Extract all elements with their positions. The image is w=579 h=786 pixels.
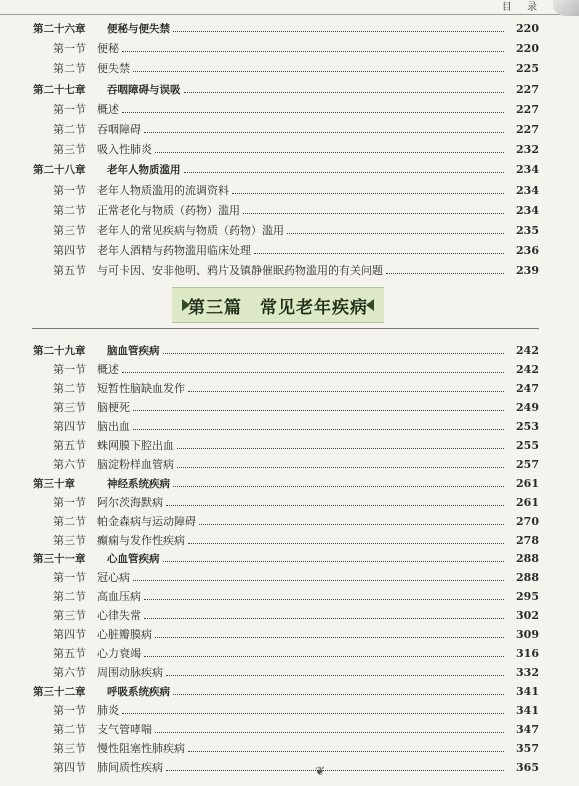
toc-entry-title: 脑淀粉样血管病: [97, 457, 174, 471]
toc-section-entry[interactable]: [53, 101, 539, 118]
toc-entry-number: 第三十一章: [33, 553, 86, 566]
toc-page-number: 341: [516, 704, 539, 718]
toc-section-entry[interactable]: [53, 399, 539, 416]
toc-section-entry[interactable]: [53, 513, 539, 530]
toc-section-entry[interactable]: [53, 759, 539, 776]
arrow-left-icon: [182, 299, 190, 311]
part-title: 第三篇 常见老年疾病: [188, 297, 368, 318]
toc-section-entry[interactable]: [53, 494, 539, 511]
toc-chapter-entry[interactable]: [33, 20, 539, 37]
toc-chapter-entry[interactable]: [33, 475, 539, 492]
toc-entry-number: 第三十二章: [33, 686, 86, 699]
toc-leader-dots: [386, 273, 504, 274]
toc-page-number: 227: [516, 102, 539, 116]
toc-entry-title: 吞咽障碍: [97, 123, 141, 136]
toc-page-number: 288: [516, 552, 539, 566]
toc-section-entry[interactable]: [53, 262, 539, 279]
toc-section-entry[interactable]: [53, 607, 539, 624]
toc-entry-number: 第一节: [53, 495, 86, 509]
toc-leader-dots: [155, 732, 504, 733]
toc-entry-title: 老年人的常见疾病与物质（药物）滥用: [97, 224, 284, 237]
toc-section-entry[interactable]: [53, 222, 539, 239]
toc-leader-dots: [254, 253, 504, 254]
toc-leader-dots: [166, 770, 504, 771]
toc-chapter-entry[interactable]: [33, 342, 539, 359]
toc-leader-dots: [155, 152, 504, 153]
toc-leader-dots: [199, 524, 504, 525]
toc-entry-title: 短暂性脑缺血发作: [97, 381, 185, 395]
toc-section-entry[interactable]: [53, 721, 539, 738]
toc-page-number: 242: [516, 344, 539, 357]
divider: [32, 328, 539, 329]
toc-page-number: 235: [516, 224, 539, 237]
toc-entry-title: 周围动脉疾病: [97, 666, 163, 680]
toc-entry-number: 第二节: [53, 381, 86, 395]
toc-leader-dots: [122, 713, 504, 714]
toc-entry-number: 第三节: [53, 400, 86, 414]
toc-page-number: 341: [516, 685, 539, 699]
toc-chapter-entry[interactable]: [33, 161, 539, 178]
toc-section-entry[interactable]: [53, 242, 539, 259]
toc-entry-number: 第二节: [53, 723, 86, 736]
toc-chapter-entry[interactable]: [33, 81, 539, 98]
toc-page-number: 261: [516, 495, 539, 509]
toc-leader-dots: [122, 372, 504, 373]
toc-entry-number: 第四节: [53, 244, 86, 258]
toc-leader-dots: [188, 391, 504, 392]
toc-entry-title: 脑血管疾病: [107, 345, 160, 357]
toc-page-number: 347: [516, 723, 539, 736]
toc-entry-number: 第二节: [53, 123, 86, 136]
toc-entry-number: 第三节: [53, 741, 86, 755]
toc-entry-title: 肺炎: [97, 704, 119, 718]
toc-entry-title: 神经系统疾病: [107, 477, 170, 490]
toc-entry-title: 吞咽障碍与误吸: [107, 83, 181, 96]
toc-leader-dots: [144, 618, 504, 619]
toc-entry-title: 与可卡因、安非他明、鸦片及镇静催眠药物滥用的有关问题: [97, 264, 383, 278]
toc-entry-title: 心脏瓣膜病: [97, 628, 152, 642]
toc-entry-title: 慢性阻塞性肺疾病: [97, 741, 185, 755]
toc-page-number: 288: [516, 571, 539, 585]
toc-entry-number: 第一节: [53, 704, 86, 718]
toc-entry-number: 第五节: [53, 438, 86, 452]
toc-entry-number: 第六节: [53, 457, 86, 471]
toc-page-number: 234: [516, 163, 539, 177]
toc-entry-title: 老年人物质滥用: [107, 164, 181, 177]
toc-leader-dots: [133, 410, 504, 411]
arrow-right-icon: [366, 299, 374, 311]
toc-entry-title: 蛛网膜下腔出血: [97, 438, 174, 452]
toc-page-number: 278: [516, 533, 539, 547]
toc-entry-number: 第二十九章: [33, 345, 86, 357]
toc-leader-dots: [188, 751, 504, 752]
toc-leader-dots: [177, 467, 504, 468]
toc-leader-dots: [144, 599, 504, 600]
toc-chapter-entry[interactable]: [33, 683, 539, 700]
toc-page-number: 236: [516, 244, 539, 258]
toc-entry-number: 第四节: [53, 760, 86, 774]
toc-entry-title: 心力衰竭: [97, 647, 141, 661]
toc-page-number: 249: [516, 400, 539, 414]
toc-chapter-entry[interactable]: [33, 550, 539, 567]
toc-page-number: 220: [516, 22, 539, 35]
toc-entry-number: 第三十章: [33, 477, 75, 490]
toc-entry-title: 肺间质性疾病: [97, 760, 163, 774]
toc-entry-title: 冠心病: [97, 571, 130, 585]
toc-entry-title: 概述: [97, 362, 119, 376]
toc-entry-title: 便秘: [97, 42, 119, 56]
toc-page-number: 255: [516, 438, 539, 452]
toc-leader-dots: [122, 112, 504, 113]
toc-section-entry[interactable]: [53, 588, 539, 605]
toc-section-entry[interactable]: [53, 569, 539, 586]
toc-entry-number: 第三节: [53, 143, 86, 157]
toc-entry-number: 第五节: [53, 264, 86, 278]
toc-leader-dots: [173, 31, 504, 32]
toc-leader-dots: [144, 132, 504, 133]
toc-page-number: 261: [516, 476, 539, 490]
toc-section-entry[interactable]: [53, 60, 539, 77]
toc-section-entry[interactable]: [53, 121, 539, 138]
toc-page-number: 234: [516, 203, 539, 217]
running-header-label: 目 录: [501, 2, 543, 13]
toc-entry-title: 帕金森病与运动障碍: [97, 514, 196, 528]
toc-section-entry[interactable]: [53, 456, 539, 473]
toc-entry-title: 便秘与便失禁: [107, 23, 170, 35]
toc-page-number: 295: [516, 590, 539, 604]
toc-leader-dots: [144, 656, 504, 657]
toc-leader-dots: [163, 561, 505, 562]
toc-entry-number: 第二节: [53, 203, 86, 217]
toc-leader-dots: [155, 637, 504, 638]
toc-entry-number: 第一节: [53, 102, 86, 116]
toc-leader-dots: [243, 213, 504, 214]
toc-section-entry[interactable]: [53, 418, 539, 435]
running-header: [0, 0, 579, 15]
toc-entry-number: 第六节: [53, 666, 86, 680]
toc-entry-number: 第二节: [53, 590, 86, 604]
toc-leader-dots: [133, 580, 504, 581]
toc-entry-number: 第二十八章: [33, 164, 86, 177]
toc-page-number: 316: [516, 647, 539, 661]
toc-leader-dots: [133, 71, 504, 72]
toc-entry-number: 第二节: [53, 514, 86, 528]
toc-section-entry[interactable]: [53, 202, 539, 219]
toc-leader-dots: [173, 486, 504, 487]
toc-leader-dots: [166, 505, 504, 506]
toc-entry-title: 心血管疾病: [107, 553, 160, 566]
toc-leader-dots: [232, 193, 504, 194]
toc-entry-title: 老年人酒精与药物滥用临床处理: [97, 244, 251, 258]
toc-entry-title: 癫痫与发作性疾病: [97, 533, 185, 547]
toc-entry-number: 第二节: [53, 62, 86, 76]
toc-entry-number: 第一节: [53, 183, 86, 197]
toc-section-entry[interactable]: [53, 702, 539, 719]
toc-entry-number: 第一节: [53, 42, 86, 56]
toc-entry-title: 阿尔茨海默病: [97, 495, 163, 509]
toc-section-entry[interactable]: [53, 141, 539, 158]
toc-page-number: 220: [516, 42, 539, 56]
part-banner: [172, 287, 384, 323]
toc-leader-dots: [173, 694, 504, 695]
toc-entry-title: 高血压病: [97, 590, 141, 604]
toc-page-number: 365: [516, 760, 539, 774]
toc-entry-title: 支气管哮喘: [97, 723, 152, 736]
toc-leader-dots: [177, 448, 504, 449]
toc-section-entry[interactable]: [53, 437, 539, 454]
toc-section-entry[interactable]: [53, 361, 539, 378]
toc-page-number: 234: [516, 183, 539, 197]
toc-section-entry[interactable]: [53, 664, 539, 681]
toc-page-number: 227: [516, 123, 539, 136]
toc-section-entry[interactable]: [53, 380, 539, 397]
toc-entry-title: 概述: [97, 102, 119, 116]
toc-entry-title: 老年人物质滥用的流调资料: [97, 183, 229, 197]
toc-entry-number: 第五节: [53, 647, 86, 661]
toc-entry-number: 第三节: [53, 533, 86, 547]
toc-entry-title: 便失禁: [97, 62, 130, 76]
toc-section-entry[interactable]: [53, 532, 539, 549]
toc-page-number: 270: [516, 514, 539, 528]
toc-section-entry[interactable]: [53, 740, 539, 757]
toc-entry-number: 第二十七章: [33, 83, 86, 96]
toc-entry-number: 第一节: [53, 571, 86, 585]
toc-section-entry[interactable]: [53, 182, 539, 199]
toc-entry-number: 第三节: [53, 224, 86, 237]
toc-page-number: 253: [516, 419, 539, 433]
toc-section-entry[interactable]: [53, 40, 539, 57]
toc-section-entry[interactable]: [53, 645, 539, 662]
toc-leader-dots: [122, 51, 504, 52]
toc-section-entry[interactable]: [53, 626, 539, 643]
toc-entry-number: 第三节: [53, 609, 86, 623]
toc-leader-dots: [163, 353, 505, 354]
toc-page-number: 332: [516, 666, 539, 680]
toc-page-number: 302: [516, 609, 539, 623]
toc-entry-title: 脑梗死: [97, 400, 130, 414]
toc-page-number: 357: [516, 741, 539, 755]
toc-leader-dots: [184, 172, 505, 173]
toc-page-number: 227: [516, 82, 539, 96]
toc-leader-dots: [166, 675, 504, 676]
toc-entry-title: 心律失常: [97, 609, 141, 623]
toc-leader-dots: [184, 92, 505, 93]
toc-entry-number: 第一节: [53, 362, 86, 376]
toc-entry-number: 第二十六章: [33, 23, 86, 35]
toc-entry-title: 脑出血: [97, 419, 130, 433]
toc-page-number: 257: [516, 457, 539, 471]
toc-entry-title: 正常老化与物质（药物）滥用: [97, 203, 240, 217]
footer-ornament-icon: ❦: [314, 764, 326, 778]
toc-page-number: 247: [516, 381, 539, 395]
toc-entry-title: 吸入性肺炎: [97, 143, 152, 157]
toc-leader-dots: [133, 429, 504, 430]
page-curl-decoration: [553, 0, 579, 16]
toc-page-number: 225: [516, 62, 539, 76]
toc-page-number: 239: [516, 264, 539, 278]
toc-entry-title: 呼吸系统疾病: [107, 686, 170, 699]
toc-leader-dots: [287, 233, 504, 234]
toc-page-number: 232: [516, 143, 539, 157]
toc-leader-dots: [188, 543, 504, 544]
toc-page-number: 309: [516, 628, 539, 642]
toc-page-number: 242: [516, 362, 539, 376]
toc-entry-number: 第四节: [53, 628, 86, 642]
toc-entry-number: 第四节: [53, 419, 86, 433]
